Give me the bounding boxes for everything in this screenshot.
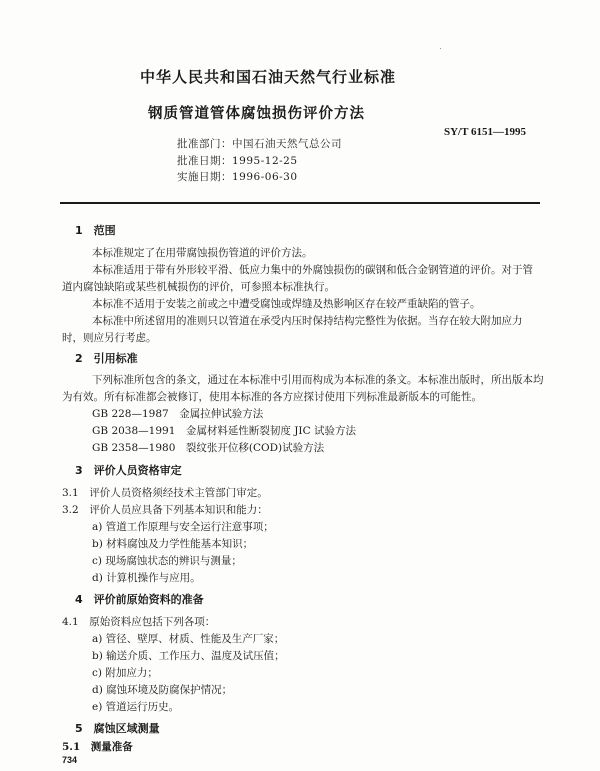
s1-paragraph-4a: 本标准中所述留用的准则只以管道在承受内压时保持结构完整性为依据。当存在较大附加应力 <box>92 315 523 327</box>
list-item: e) 管道运行历史。 <box>92 701 180 713</box>
list-item: d) 腐蚀环境及防腐保护情况； <box>92 684 233 696</box>
reference-standard: GB 2038—1991 金属材料延性断裂韧度 JIC 试验方法 <box>92 425 356 437</box>
header-rule <box>60 202 540 204</box>
section-5-heading: 5 腐蚀区域测量 <box>75 722 160 735</box>
doc-title: 钢质管道管体腐蚀损伤评价方法 <box>148 106 365 122</box>
clause-3-2: 3.2 评价人员应具备下列基本知识和能力： <box>62 504 268 516</box>
s2-paragraph-1a: 下列标准所包含的条文，通过在本标准中引用而构成为本标准的条文。本标准出版时，所出版本均 <box>92 374 544 386</box>
approval-date: 批准日期：1995-12-25 <box>177 155 298 167</box>
reference-standard: GB 228—1987 金属拉伸试验方法 <box>92 408 264 420</box>
standard-number: SY/T 6151—1995 <box>444 126 527 138</box>
s2-paragraph-1b: 为有效。所有标准都会被修订，使用本标准的各方应探讨使用下列标准最新版本的可能性。 <box>62 391 482 403</box>
approved-by: 批准部门：中国石油天然气总公司 <box>177 138 342 150</box>
section-3-heading: 3 评价人员资格审定 <box>75 464 182 477</box>
clause-4-1: 4.1 原始资料应包括下列各项： <box>62 616 216 628</box>
s1-paragraph-3: 本标准不适用于安装之前或之中遭受腐蚀或焊缝及热影响区存在较严重缺陷的管子。 <box>92 298 481 310</box>
clause-3-1: 3.1 评价人员资格须经技术主管部门审定。 <box>62 487 268 499</box>
list-item: c) 现场腐蚀状态的辨识与测量； <box>92 555 242 567</box>
scan-speck <box>440 48 441 49</box>
effective-date: 实施日期：1996-06-30 <box>177 171 298 183</box>
s1-paragraph-2b: 道内腐蚀缺陷或某些机械损伤的评价，可参照本标准执行。 <box>62 281 335 293</box>
s1-paragraph-4b: 时，则应另行考虑。 <box>62 332 157 344</box>
org-title: 中华人民共和国石油天然气行业标准 <box>140 68 397 86</box>
s1-paragraph-1: 本标准规定了在用带腐蚀损伤管道的评价方法。 <box>92 247 313 259</box>
reference-standard: GB 2358—1980 裂纹张开位移(COD)试验方法 <box>92 442 325 454</box>
list-item: b) 输送介质、工作压力、温度及试压值； <box>92 650 285 662</box>
list-item: a) 管道工作原理与安全运行注意事项； <box>92 521 274 533</box>
page-number: 734 <box>62 755 78 765</box>
list-item: b) 材料腐蚀及力学性能基本知识； <box>92 538 254 550</box>
clause-5-1: 5.1 测量准备 <box>62 741 133 753</box>
list-item: c) 附加应力； <box>92 667 158 679</box>
list-item: d) 计算机操作与应用。 <box>92 572 201 584</box>
section-1-heading: 1 范围 <box>75 224 116 237</box>
s1-paragraph-2a: 本标准适用于带有外形较平滑、低应力集中的外腐蚀损伤的碳钢和低合金钢管道的评价。对于管 <box>92 264 533 276</box>
section-2-heading: 2 引用标准 <box>75 352 138 365</box>
list-item: a) 管径、壁厚、材质、性能及生产厂家； <box>92 633 285 645</box>
section-4-heading: 4 评价前原始资料的准备 <box>75 593 204 606</box>
